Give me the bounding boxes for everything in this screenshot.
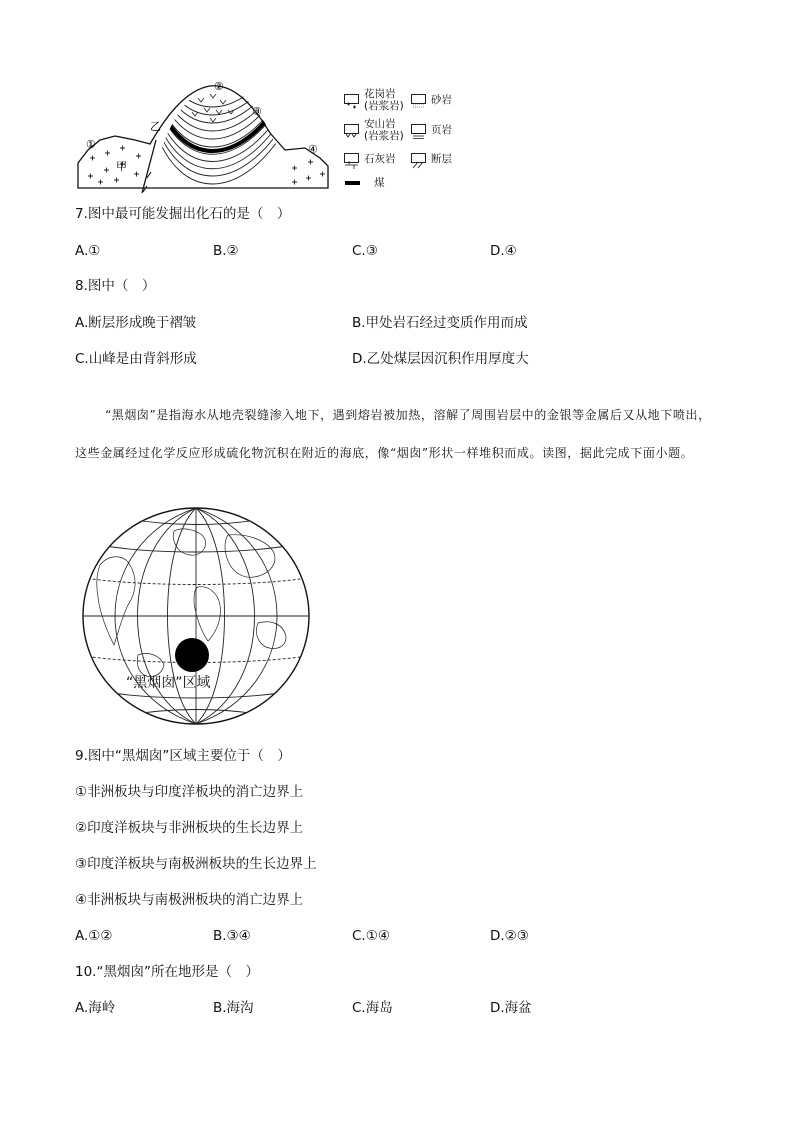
black-smoker-marker xyxy=(175,638,209,672)
q9-option-c[interactable]: C.①④ xyxy=(352,928,390,944)
question-10-stem: 10.“黑烟囱”所在地形是（ ） xyxy=(75,964,259,980)
q7-option-a[interactable]: A.① xyxy=(75,243,101,259)
q8-option-b[interactable]: B.甲处岩石经过变质作用而成 xyxy=(352,315,528,331)
label-jia: 甲 xyxy=(116,160,127,173)
q9-option-a[interactable]: A.①② xyxy=(75,928,113,944)
q7-option-d[interactable]: D.④ xyxy=(490,243,517,259)
q7-option-b[interactable]: B.② xyxy=(213,243,239,259)
q9-statement-1: ①非洲板块与印度洋板块的消亡边界上 xyxy=(75,784,304,800)
q10-option-c[interactable]: C.海岛 xyxy=(352,1000,393,1016)
label-circle-2: ② xyxy=(214,80,224,93)
q10-option-a[interactable]: A.海岭 xyxy=(75,1000,116,1016)
legend-limestone: 石灰岩 xyxy=(364,153,396,165)
label-circle-1: ① xyxy=(86,138,96,151)
q9-statement-2: ②印度洋板块与非洲板块的生长边界上 xyxy=(75,820,304,836)
q8-option-d[interactable]: D.乙处煤层因沉积作用厚度大 xyxy=(352,351,529,367)
q8-option-a[interactable]: A.断层形成晚于褶皱 xyxy=(75,315,197,331)
question-9-stem: 9.图中“黑烟囱”区域主要位于（ ） xyxy=(75,748,291,764)
label-yi: 乙 xyxy=(150,120,161,133)
q8-option-c[interactable]: C.山峰是由背斜形成 xyxy=(75,351,197,367)
legend-sandstone: 砂岩 xyxy=(431,94,452,106)
coal-swatch xyxy=(345,181,360,185)
q10-option-d[interactable]: D.海盆 xyxy=(490,1000,532,1016)
label-circle-4: ④ xyxy=(308,143,318,156)
fault-swatch xyxy=(411,153,426,163)
legend-fault: 断层 xyxy=(431,153,452,165)
granite-swatch xyxy=(344,94,359,104)
globe-label: “黑烟囱”区域 xyxy=(126,675,211,691)
q7-option-c[interactable]: C.③ xyxy=(352,243,378,259)
question-7-stem: 7.图中最可能发掘出化石的是（ ） xyxy=(75,206,291,222)
passage-black-smoker: “黑烟囱”是指海水从地壳裂缝渗入地下，遇到熔岩被加热，溶解了周围岩层中的金银等金属后又从地下喷出，这些金属经过化学反应形成硫化物沉积在附近的海底，像“烟囱”形状一样堆积而成。读图，据此完成下面小题。 xyxy=(75,408,711,460)
legend-andesite: 安山岩 (岩浆岩) xyxy=(364,118,404,142)
q9-statement-4: ④非洲板块与南极洲板块的消亡边界上 xyxy=(75,892,304,908)
q10-option-b[interactable]: B.海沟 xyxy=(213,1000,254,1016)
limestone-swatch xyxy=(344,153,359,163)
geologic-cross-section xyxy=(70,78,335,193)
sandstone-swatch xyxy=(411,94,426,104)
globe-map xyxy=(78,505,314,727)
legend-coal: 煤 xyxy=(374,177,385,189)
q9-option-b[interactable]: B.③④ xyxy=(213,928,251,944)
question-8-stem: 8.图中（ ） xyxy=(75,278,156,294)
q9-option-d[interactable]: D.②③ xyxy=(490,928,529,944)
shale-swatch xyxy=(411,124,426,134)
andesite-swatch xyxy=(344,124,359,134)
legend-shale: 页岩 xyxy=(431,124,452,136)
q9-statement-3: ③印度洋板块与南极洲板块的生长边界上 xyxy=(75,856,317,872)
label-circle-3: ③ xyxy=(252,105,262,118)
legend-granite: 花岗岩 (岩浆岩) xyxy=(364,88,404,112)
